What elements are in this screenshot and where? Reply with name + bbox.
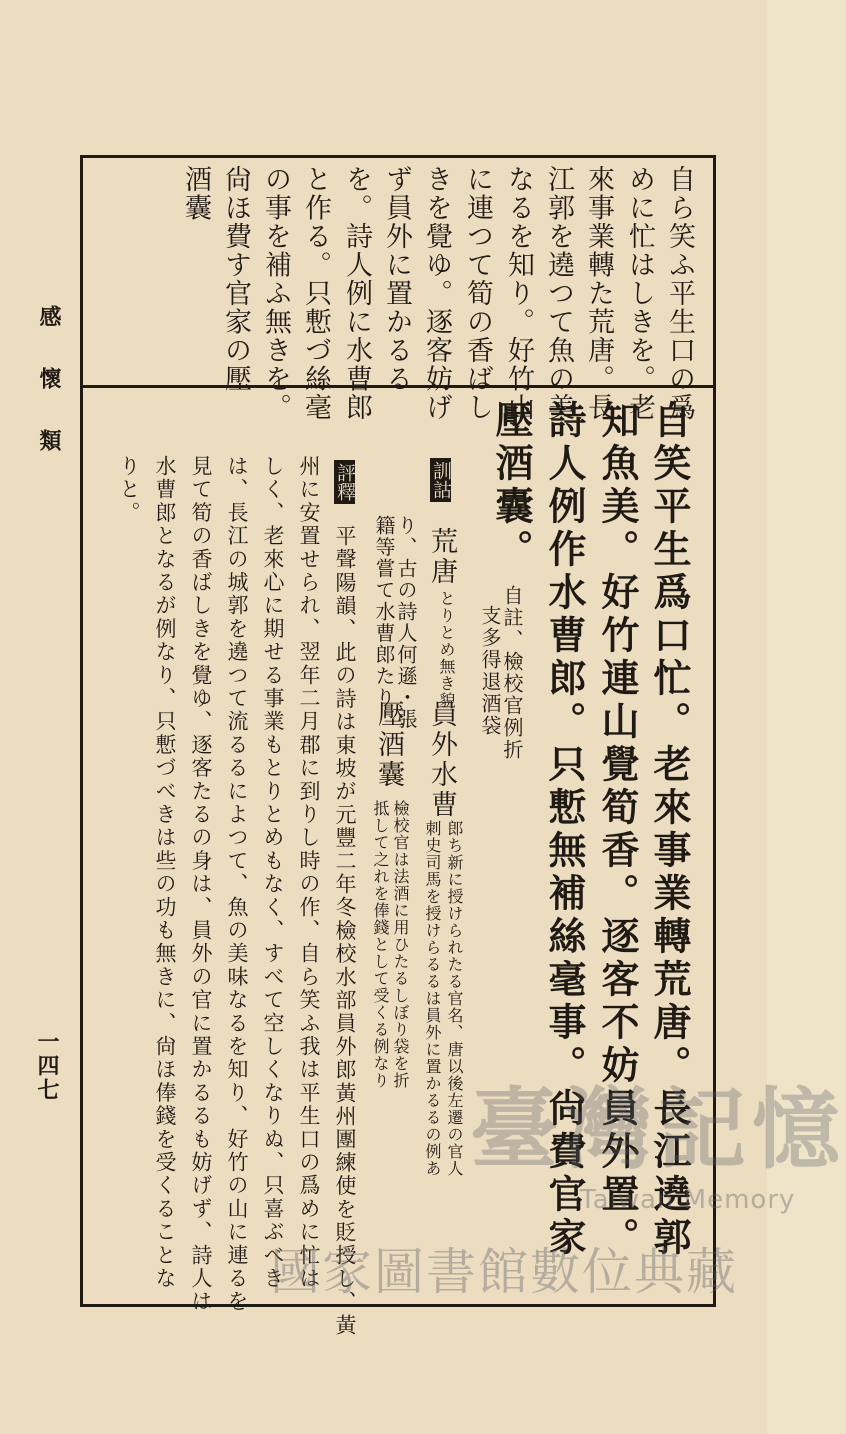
gloss-definition: とりとめ無き貌 xyxy=(437,590,456,709)
comment-column: 見て筍の香ばしきを覺ゆ、逐客たるの身は、員外の官に置かるるも妨げず、詩人は xyxy=(189,455,213,1314)
reading-column: に連つて筍の香ばし xyxy=(462,165,493,422)
comment-column: 水曹郎となるが例なり、只慙づべきは些の功も無きに、尙ほ俸錢を受くることな xyxy=(153,455,177,1291)
gloss-definition: 檢校官は法酒に用ひたるしぼり袋を折 xyxy=(391,800,410,1089)
watermark-english: Taiwan Memory xyxy=(580,1185,796,1215)
running-head: 感懷類 xyxy=(36,305,62,491)
gloss-definition: 郎ち新に授けられたる官名、唐以後左遷の官人 xyxy=(445,820,464,1177)
reading-column: を。詩人例に水曹郎 xyxy=(341,165,372,422)
gloss-continuation: り、古の詩人何遜・張 xyxy=(394,515,418,730)
watermark-title: 臺灣記憶 xyxy=(470,1077,846,1181)
reading-column: 自ら笑ふ平生口の爲 xyxy=(664,165,695,422)
gloss-definition: 抵して之れを俸錢として受くる例なり xyxy=(371,800,390,1089)
reading-column: の事を補ふ無きを。 xyxy=(260,165,291,422)
reading-column: 來事業轉た荒唐。長 xyxy=(583,165,614,422)
reading-column: 酒囊 xyxy=(180,165,211,222)
comment-column: りと。 xyxy=(117,455,141,525)
poem-column: 自笑平生爲口忙。老來事業轉荒唐。長江遶郭 xyxy=(647,400,692,1260)
poem-self-note: 支多得退酒袋 xyxy=(478,605,502,737)
gloss-continuation: 籍等嘗て水曹郎たり xyxy=(372,515,396,709)
comment-column xyxy=(334,460,355,510)
gloss-term: 壓酒囊 xyxy=(373,700,404,790)
poem-column: 詩人例作水曹郎。只慙無補絲毫事。尙費官家 xyxy=(542,400,587,1260)
comment-label: 評釋 xyxy=(334,460,355,504)
reading-column: なるを知り。好竹山 xyxy=(503,165,534,422)
reading-column: きを覺ゆ。逐客妨げ xyxy=(421,165,452,422)
poem-column: 知魚美。好竹連山覺筍香。逐客不妨員外置。 xyxy=(595,400,640,1260)
comment-column: しく、老來心に期せる事業もとりとめもなく、すべて空しくなりぬ、只喜ぶべき xyxy=(261,455,285,1291)
reading-column: 江郭を遶つて魚の美 xyxy=(543,165,574,422)
reading-column: めに忙はしきを。老 xyxy=(624,165,655,422)
poem-self-note: 自註、檢校官例折 xyxy=(500,585,524,761)
gloss-term: 荒唐 xyxy=(426,527,457,587)
gloss-term: 員外水曹 xyxy=(426,700,457,820)
gloss-column xyxy=(428,458,455,587)
poem-last-line: 壓酒囊。 xyxy=(489,400,534,572)
poem-column-last xyxy=(489,400,534,572)
comment-column: 州に安置せられ、翌年二月郡に到りし時の作、自ら笑ふ我は平生口の爲めに忙は xyxy=(297,455,321,1291)
watermark-library: 國家圖書館數位典藏 xyxy=(270,1243,738,1301)
reading-column: ず員外に置かるる xyxy=(381,165,412,393)
reading-column: 尙ほ費す官家の壓 xyxy=(220,165,251,393)
gloss-definition: 刺史司馬を授けらるるは員外に置かるるの例あ xyxy=(423,820,442,1177)
page-number: 一四七 xyxy=(34,1030,60,1102)
comment-column: は、長江の城郭を遶つて流るるによつて、魚の美味なるを知り、好竹の山に連るを xyxy=(225,455,249,1314)
comment-column: 平聲陽韻、此の詩は東坡が元豐二年冬檢校水部員外郎黃州團練使を貶授し、黃 xyxy=(333,525,357,1337)
reading-column: と作る。只慙づ絲毫 xyxy=(300,165,331,422)
gloss-label: 訓詁 xyxy=(430,458,451,502)
